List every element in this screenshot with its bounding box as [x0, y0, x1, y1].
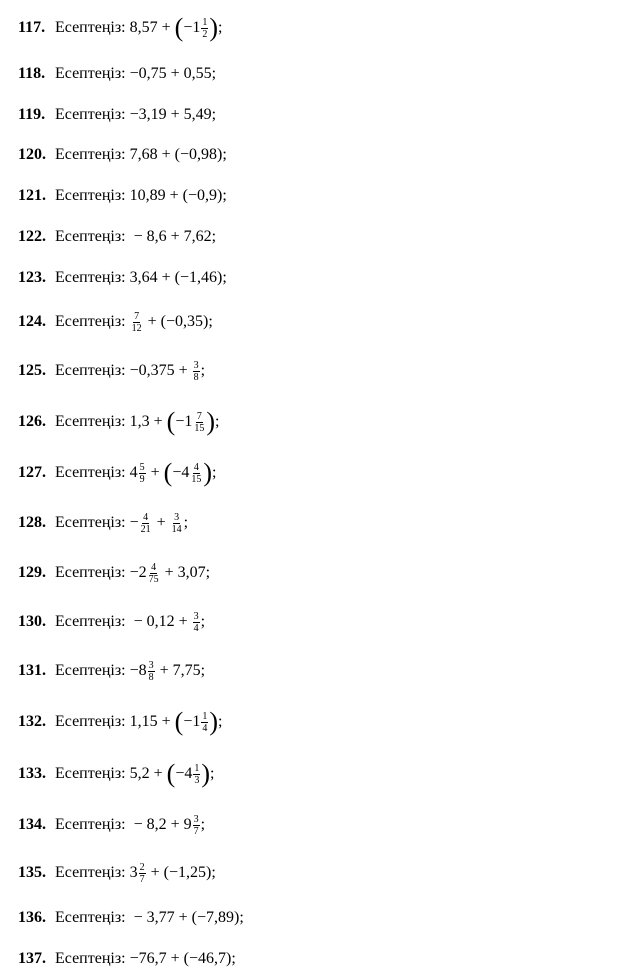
parenthesis: ( [174, 707, 184, 736]
instruction-label: Есептеңіз: [55, 362, 126, 379]
fraction [148, 660, 155, 683]
fraction [193, 360, 200, 383]
expression-text: −1 [183, 713, 201, 730]
expression-text: 10,89 + (−0,9); [129, 187, 227, 204]
fraction-denominator: 4 [202, 722, 208, 734]
math-expression [129, 407, 220, 436]
expression-text: −8 [129, 662, 147, 679]
expression-text: 3,64 + (−1,46); [129, 269, 227, 286]
fraction-denominator: 8 [193, 371, 199, 383]
fraction [201, 17, 208, 40]
instruction-label: Есептеңіз: [55, 514, 126, 531]
expression-text: −0,75 + 0,55; [129, 65, 217, 82]
math-expression [130, 862, 216, 885]
expression-text: + [152, 514, 170, 531]
fraction [139, 862, 146, 885]
math-expression [129, 13, 223, 42]
parenthesis: ) [209, 13, 219, 42]
fraction [171, 512, 183, 535]
math-expression [130, 64, 217, 84]
expression-text: + 7,75; [155, 662, 206, 679]
fraction-denominator: 12 [131, 322, 142, 334]
parenthesis: ) [209, 707, 219, 736]
expression-text: −4 [172, 464, 190, 481]
expression-text: −1 [175, 413, 193, 430]
expression-text: 1,3 + [129, 413, 167, 430]
problem-number: 128. [18, 514, 46, 531]
fraction-denominator: 7 [193, 825, 199, 837]
fraction-numerator: 4 [143, 511, 149, 523]
fraction-denominator: 15 [194, 422, 205, 434]
expression-text: 4 [129, 464, 138, 481]
problem-number: 129. [18, 564, 46, 581]
fraction [201, 711, 208, 734]
math-expression [130, 611, 206, 634]
parenthesis: ) [203, 458, 213, 487]
math-expression [130, 227, 217, 247]
expression-text: − 0,12 + [129, 613, 192, 630]
expression-text: + (−0,35); [143, 313, 213, 330]
expression-text: ; [218, 713, 223, 730]
fraction [193, 411, 205, 434]
fraction-denominator: 9 [139, 473, 145, 485]
instruction-label: Есептеңіз: [55, 564, 126, 581]
problem-number: 136. [18, 909, 46, 926]
parenthesis: ( [174, 13, 184, 42]
instruction-label: Есептеңіз: [55, 313, 126, 330]
expression-text: − 8,2 + 9 [129, 816, 192, 833]
math-expression [130, 311, 213, 334]
expression-text: − 8,6 + 7,62; [129, 228, 217, 245]
fraction-numerator: 3 [193, 610, 199, 622]
fraction-numerator: 4 [151, 561, 157, 573]
problem-number: 118. [18, 65, 46, 82]
expression-text: 8,57 + [129, 19, 175, 36]
problem-number: 133. [18, 765, 46, 782]
expression-text: −0,375 + [129, 362, 192, 379]
math-expression [130, 949, 236, 969]
expression-text: −1 [183, 19, 201, 36]
expression-text: ; [212, 464, 217, 481]
fraction-denominator: 21 [140, 523, 151, 535]
expression-text: ; [200, 362, 206, 379]
instruction-label: Есептеңіз: [55, 106, 126, 123]
problem-number: 125. [18, 362, 46, 379]
instruction-label: Есептеңіз: [55, 228, 126, 245]
math-expression [129, 707, 223, 736]
instruction-label: Есептеңіз: [55, 19, 126, 36]
expression-text: 3 [129, 864, 138, 881]
expression-text: 5,2 + [129, 765, 167, 782]
expression-text: −2 [129, 564, 147, 581]
fraction-numerator: 1 [194, 762, 200, 774]
expression-text: − 3,77 + (−7,89); [129, 909, 244, 926]
fraction [140, 512, 152, 535]
problem-number: 117. [18, 19, 46, 36]
fraction-denominator: 4 [193, 622, 199, 634]
expression-text: + (−1,25); [146, 864, 216, 881]
fraction-denominator: 15 [191, 473, 202, 485]
problem-number: 126. [18, 413, 46, 430]
fraction-numerator: 3 [193, 359, 199, 371]
problem-number: 132. [18, 713, 46, 730]
fraction [193, 814, 200, 837]
fraction-numerator: 3 [174, 511, 180, 523]
instruction-label: Есептеңіз: [55, 662, 126, 679]
instruction-label: Есептеңіз: [55, 950, 126, 967]
math-expression [130, 186, 227, 206]
instruction-label: Есептеңіз: [55, 765, 126, 782]
fraction [193, 611, 200, 634]
instruction-label: Есептеңіз: [55, 713, 126, 730]
math-expression [130, 512, 189, 535]
math-expression [130, 145, 227, 165]
instruction-label: Есептеңіз: [55, 187, 126, 204]
math-expression [129, 759, 215, 788]
instruction-label: Есептеңіз: [55, 864, 126, 881]
expression-text: −4 [175, 765, 193, 782]
problem-number: 121. [18, 187, 46, 204]
parenthesis: ( [166, 407, 176, 436]
fraction-denominator: 3 [194, 774, 200, 786]
expression-text: ; [210, 765, 215, 782]
fraction-numerator: 3 [148, 659, 154, 671]
expression-text: −3,19 + 5,49; [129, 106, 217, 123]
fraction [193, 763, 200, 786]
problem-number: 127. [18, 464, 46, 481]
fraction-numerator: 1 [202, 710, 208, 722]
fraction-denominator: 14 [171, 523, 182, 535]
instruction-label: Есептеңіз: [55, 269, 126, 286]
fraction-denominator: 75 [148, 573, 159, 585]
math-expression [130, 105, 217, 125]
problem-number: 123. [18, 269, 46, 286]
fraction-numerator: 5 [139, 461, 145, 473]
expression-text: + 3,07; [160, 564, 211, 581]
parenthesis: ) [201, 759, 211, 788]
fraction-numerator: 7 [196, 410, 202, 422]
problem-number: 134. [18, 816, 46, 833]
expression-text: ; [200, 613, 206, 630]
fraction [148, 562, 160, 585]
expression-text: −76,7 + (−46,7); [129, 950, 236, 967]
problem-number: 124. [18, 313, 46, 330]
problem-number: 137. [18, 950, 46, 967]
fraction-numerator: 7 [134, 310, 140, 322]
fraction-numerator: 1 [202, 16, 208, 28]
instruction-label: Есептеңіз: [55, 816, 126, 833]
instruction-label: Есептеңіз: [55, 65, 126, 82]
math-expression [130, 660, 206, 683]
expression-text: ; [215, 413, 220, 430]
expression-text: ; [200, 816, 206, 833]
fraction-numerator: 2 [139, 861, 145, 873]
instruction-label: Есептеңіз: [55, 613, 126, 630]
parenthesis: ( [166, 759, 176, 788]
math-expression [130, 562, 211, 585]
math-expression [130, 908, 244, 928]
expression-text: + [146, 464, 164, 481]
instruction-label: Есептеңіз: [55, 909, 126, 926]
fraction-denominator: 7 [139, 873, 145, 885]
instruction-label: Есептеңіз: [55, 146, 126, 163]
fraction-denominator: 8 [148, 671, 154, 683]
problem-number: 135. [18, 864, 46, 881]
fraction-denominator: 2 [202, 28, 208, 40]
problem-number: 120. [18, 146, 46, 163]
instruction-label: Есептеңіз: [55, 413, 126, 430]
problem-number: 119. [18, 106, 46, 123]
parenthesis: ) [206, 407, 216, 436]
expression-text: ; [183, 514, 189, 531]
expression-text: 7,68 + (−0,98); [129, 146, 227, 163]
fraction [139, 462, 146, 485]
fraction [190, 462, 202, 485]
fraction-numerator: 3 [193, 813, 199, 825]
math-expression [130, 360, 206, 383]
problem-number: 122. [18, 228, 46, 245]
math-expression [129, 458, 217, 487]
parenthesis: ( [163, 458, 173, 487]
problem-number: 131. [18, 662, 46, 679]
expression-text: 1,15 + [129, 713, 175, 730]
expression-text: ; [218, 19, 223, 36]
math-expression [130, 814, 206, 837]
fraction-numerator: 4 [193, 461, 199, 473]
expression-text: − [129, 514, 139, 531]
instruction-label: Есептеңіз: [55, 464, 126, 481]
math-expression [130, 268, 227, 288]
problem-number: 130. [18, 613, 46, 630]
fraction [131, 311, 143, 334]
